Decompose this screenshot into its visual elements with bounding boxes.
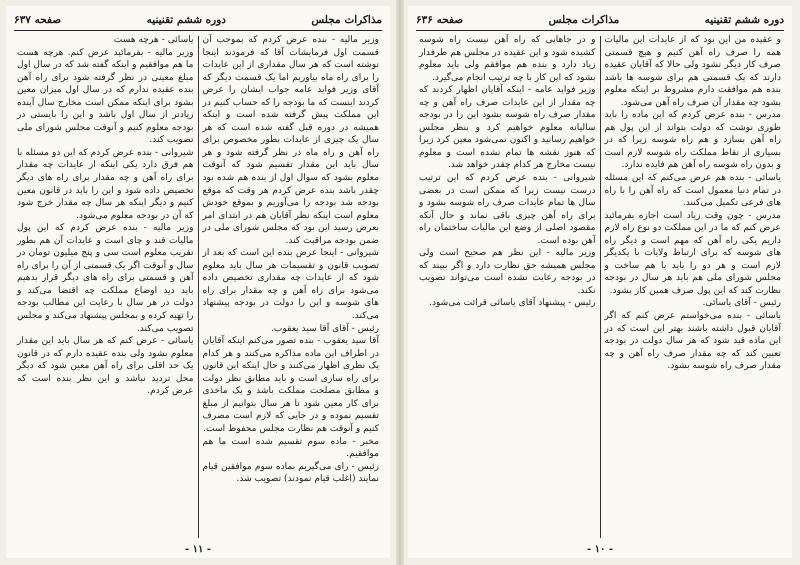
- paragraph: یاسائی - هرچه هست: [113, 35, 194, 45]
- right-page-columns: [416, 34, 784, 540]
- paragraph: و در جاهایی که راه آهن نیست راه شوسه کشیده شود و این عقیده در مجلس هم طرفدار زیاد دارد و بنده هم موافقم ولی باید معلوم بشود که این کار با چه ترتیب انجام می‌گیرد.: [416, 35, 596, 83]
- left-page-header: [14, 12, 382, 28]
- paragraph: رئیس - رای می‌گیریم بماده سوم موافقین قیام نمایند (اغلب قیام نمودند) تصویب شد.: [199, 461, 379, 485]
- paragraph: مدرس - بنده عرض کردم که این ماده را باید طوری نوشت که دولت بتواند از این پول هم راه آهن بسازد و هم راه شوسه زیرا که در بسیاری از نقاط مملکت راه شوسه لازم است و بدون راه شوسه راه آهن هم فایده ندارد.: [601, 110, 781, 171]
- paragraph: شیروانی - بنده عرض کردم که این دو مسئله با هم فرق دارد یکی اینکه از عایدات چه مقدار برای راه آهن و چه مقدار برای راه های دیگر تخصیص داده شود و این را باید در قانون معین کنیم و دیگر اینکه هر سال چه مقدار خرج شود که آن در بودجه معلوم می‌شود.: [14, 147, 194, 221]
- paragraph: وزیر فواید عامه - اینکه آقایان اظهار کردند که چه مقدار از این عایدات صرف راه آهن و چه مقدار صرف راه شوسه بشود این را در بودجه سالیانه معلوم خواهیم کرد و بنظر مجلس خواهیم رسانید و اکنون نمی‌شود معین کرد زیرا که هنوز نقشه ها تمام نشده است و معلوم نیست مخارج هر کدام چقدر خواهد شد.: [416, 85, 596, 171]
- left-header-title-right: مذاکرات مجلس: [311, 14, 382, 26]
- paragraph: یاسائی - بنده هم عرض می‌کنم که این مسئله در تمام دنیا معمول است که راه آهن را با راه های فرعی تکمیل می‌کنند.: [601, 173, 781, 209]
- left-page-column-left: [14, 34, 197, 540]
- right-header-title-right: دوره ششم تقنینیه: [704, 14, 784, 26]
- left-header-page-label: صفحه ۶۳۷: [14, 14, 62, 26]
- left-page-columns: [14, 34, 382, 540]
- right-page-column-right: [602, 34, 785, 540]
- paragraph: وزیر مالیه - بنده عرض کردم که این پول مالیات قند و چای است و عایدات آن هم بطور تقریب معلوم است سی و پنج میلیون تومان در سال و آنوقت اگر یک قسمتی از آن را برای راه آهن و قسمتی برای راه های دیگر قرار بدهیم باید دید اوضاع مملکت چه اقتضا می‌کند و دولت در هر سال با رعایت این مطالب بودجه را تهیه کرده و بمجلس پیشنهاد می‌کند و مجلس تصویب می‌کند.: [14, 223, 194, 334]
- paragraph: یاسائی - بنده می‌خواستم عرض کنم که اگر آقایان قبول داشته باشند بهتر این است که در این ماده قید شود که هر سال دولت در بودجه تعیین کند که چه مقدار صرف راه آهن و چه مقدار صرف راه شوسه بشود.: [601, 311, 782, 372]
- right-header-rule: [416, 30, 784, 31]
- paragraph: وزیر مالیه - این نظر هم صحیح است ولی مجلس همیشه حق نظارت دارد و اگر ببیند که در بودجه رعایت نشده است می‌تواند تصویب نکند.: [416, 248, 596, 296]
- left-page: [6, 6, 390, 558]
- right-page: [408, 6, 792, 558]
- left-header-title-center: دوره ششم تقنینیه: [146, 14, 226, 26]
- right-header-title-center: مذاکرات مجلس: [548, 14, 620, 26]
- paragraph: رئیس - آقای یاسائی.: [702, 298, 781, 309]
- right-page-header: [416, 12, 784, 28]
- left-header-rule: [14, 30, 382, 31]
- book-gutter: [396, 0, 404, 565]
- paragraph: یاسائی - عرض کنم که هر سال باید این مقدار معلوم بشود ولی بنده عقیده دارم که در قانون یک حد اقلی برای راه آهن معین شود که دیگر محل تردید نباشد و این نظر بنده است که عرض کردم.: [14, 336, 194, 397]
- paragraph: آقا سید یعقوب - بنده تصور می‌کنم اینکه آقایان در اطراف این ماده مذاکره می‌کنند و هر کدام یک نظری اظهار می‌کنند و حال اینکه این قانون برای راه سازی است و باید مطابق نظر دولت و مطابق مصلحت مملکت باشد و یک ماخذی برای کار معین شود تا هر سال بتوانیم از مبلغ تقسیم نموده و در جایی که لازم است مصرف کنیم و آنوقت هم نظارت مجلس محفوظ است.: [199, 336, 379, 434]
- paragraph: وزیر مالیه - بفرمائید عرض کنم. هرچه هست ما هم موافقیم و اینکه گفته شد که در سال اول مبلغ معینی در نظر گرفته شود برای راه آهن بنده عقیده ندارم که در سال اول میزان معین بشود برای اینکه ممکن است مخارج سال آینده زیادتر از سال اول باشد و این را بایستی در بودجه معلوم کنیم و آنوقت مجلس شورای ملی تصویب کند.: [14, 47, 194, 146]
- paragraph: مدرس - چون وقت زیاد است اجازه بفرمائید عرض کنم که ما در این مملکت دو نوع راه لازم داریم یکی راه آهن که مهم است و دیگر راه های شوسه که برای ارتباط ولایات با یکدیگر لازم است و هر دو را باید با هم ساخت و مجلس شورای ملی هم باید هر سال در بودجه نظارت کند که این پول صرف همین کار بشود.: [601, 210, 781, 296]
- paragraph: و عقیده من این بود که از عایدات این مالیات همه را صرف راه آهن کنیم و هیچ قسمتی صرف کار دیگر نشود ولی حالا که آقایان عقیده دارند که یک قسمتی هم برای شوسه ها باشد بنده هم موافقت دارم مشروط بر اینکه معلوم بشود چه مقدار آن صرف راه آهن می‌شود.: [601, 35, 781, 108]
- paragraph: وزیر مالیه - بنده عرض کردم که بموجب آن قسمت اول فرمایشات آقا که فرمودند اینجا نوشته است که هر سال مقداری از این عایدات را برای راه ماه بیاوریم اما یک قسمت دیگر که آقای وزیر فواید عامه جواب ایشان را عرض کردند اینست که ما بودجه را که حساب کنیم در این مملکت پیش گرفته شده است و اینکه همیشه در دوره قبل گفته شده است که هر سال یک چیزی از عایدات بطور مخصوص برای راه آهن و راه ماه در نظر گرفته شود و هر سال باید این مقدار تقسیم شود که آنوقت معلوم بشود که سوال اول از بنده هم شده بود چقدر باشد بنده عرض کردم هر وقت که موقع بودجه شد بودجه را می‌آوریم و بموقع خودش معلوم است اینکه نظر آقایان هم در ابتدای امر بعرض رسید این بود که مجلس شورای ملی در ضمن بودجه مراقبت کند.: [199, 35, 379, 246]
- right-page-column-left: [416, 34, 599, 540]
- paragraph: مخبر - ماده سوم تقسیم شده است ما هم موافقیم.: [199, 436, 379, 460]
- right-page-number: - ۱۰ -: [586, 544, 613, 555]
- right-header-page-label: صفحه ۶۳۶: [416, 14, 464, 26]
- left-column-divider: [198, 36, 199, 538]
- paragraph: رئیس - آقای آقا سید یعقوب.: [271, 323, 379, 334]
- left-page-number: - ۱۱ -: [184, 544, 211, 555]
- paragraph: شیروانی - بنده عرض کردم که این ترتیب درست نیست زیرا که ممکن است در بعضی سال ها تمام عایدات صرف راه شوسه بشود و برای راه آهن چیزی باقی نماند و حال آنکه مقصود اصلی از وضع این مالیات ساختمان راه آهن بوده است.: [416, 173, 596, 246]
- paragraph: رئیس - پیشنهاد آقای یاسائی قرائت می‌شود.: [429, 298, 596, 309]
- paragraph: شیروانی - اینجا عرض بنده این است که بعد از تصویب قانون و تقسیمات هر سال باید معلوم شود که از عایدات چه مقداری تخصیص داده می‌شود برای راه آهن و چه مقدار برای راه های شوسه و این را دولت در بودجه پیشنهاد می‌کند.: [199, 248, 379, 322]
- right-column-divider: [600, 36, 601, 538]
- left-page-column-right: [200, 34, 383, 540]
